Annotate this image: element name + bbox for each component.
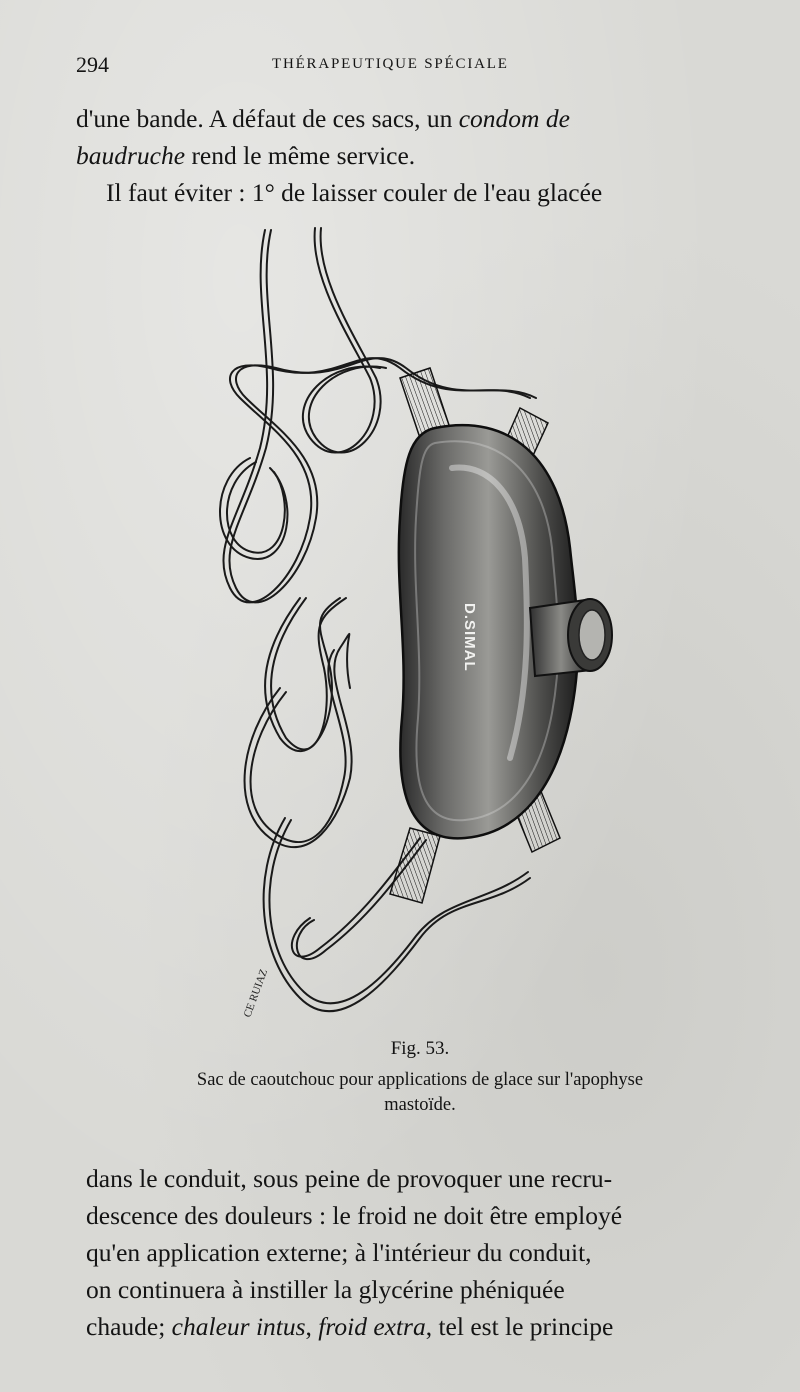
text-segment: , (305, 1312, 319, 1341)
text-line: on continuera à instiller la glycérine phéniquée (86, 1275, 565, 1304)
text-segment: d'une bande. A défaut de ces sacs, un (76, 104, 459, 133)
text-line: dans le conduit, sous peine de provoquer une recru- (86, 1164, 613, 1193)
italic-segment: baudruche (76, 141, 186, 170)
filler-cap (530, 599, 612, 676)
text-segment: , tel est le principe (425, 1312, 614, 1341)
figure-label: Fig. 53. (390, 1038, 450, 1059)
text-segment: chaude; (86, 1312, 172, 1341)
text-segment: rend le même service. (185, 141, 416, 170)
maker-stamp: D.SIMAL (461, 603, 478, 672)
running-title: THÉRAPEUTIQUE SPÉCIALE (272, 56, 509, 72)
caption-line: Sac de caoutchouc pour applications de glace sur l'apophyse (196, 1070, 644, 1090)
bottom-paragraph (86, 1160, 756, 1345)
top-paragraph (76, 100, 748, 211)
text-line (86, 1308, 756, 1345)
italic-segment: condom de (458, 104, 570, 133)
text-line: Il faut éviter : 1° de laisser couler de l'eau glacée (106, 178, 603, 207)
text-line: qu'en application externe; à l'intérieur du conduit, (86, 1238, 592, 1267)
page-header (76, 50, 756, 80)
engraver-signature: CE RUIAZ (241, 967, 271, 1020)
text-line (76, 137, 748, 174)
caption-line: mastoïde. (384, 1095, 456, 1115)
text-line: descence des douleurs : le froid ne doit être employé (86, 1201, 623, 1230)
page-number: 294 (76, 52, 109, 77)
italic-segment: chaleur intus (171, 1312, 306, 1341)
italic-segment: froid extra (318, 1312, 426, 1341)
ice-bag-engraving (190, 218, 640, 1028)
text-line (76, 100, 748, 137)
figure-caption (80, 1068, 760, 1118)
